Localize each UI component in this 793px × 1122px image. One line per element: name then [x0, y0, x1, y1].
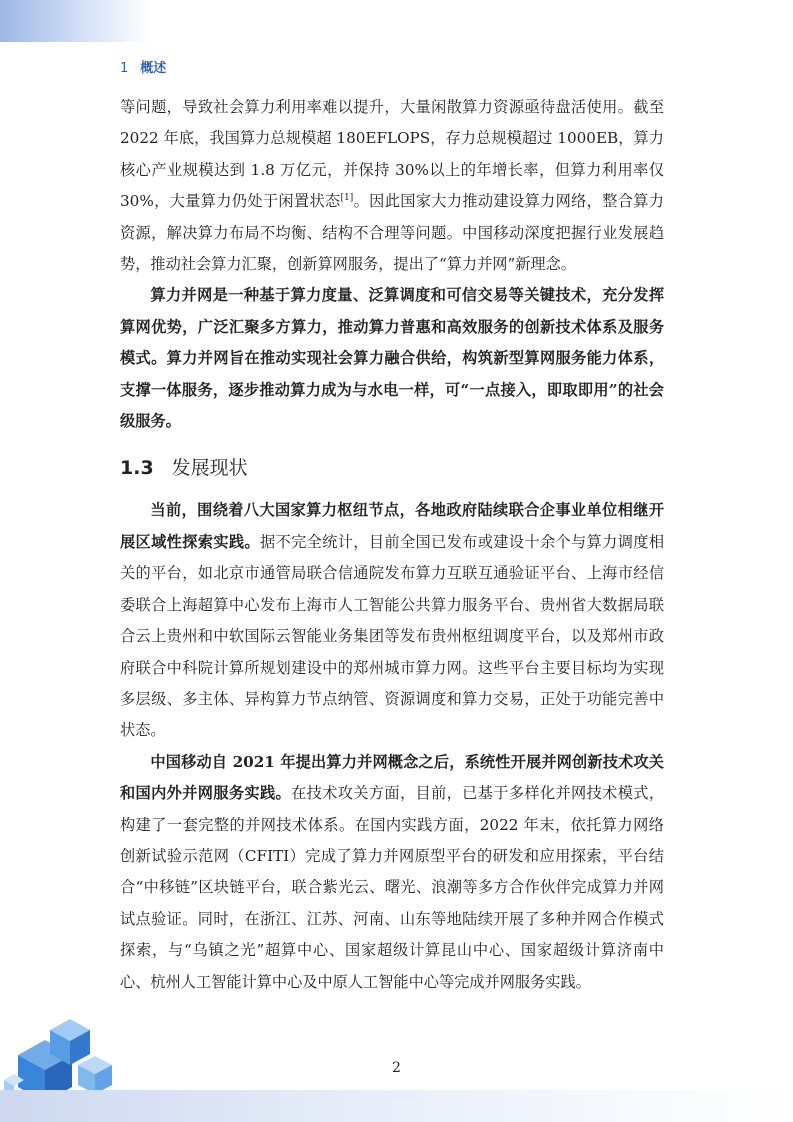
paragraph-3 — [120, 495, 664, 746]
page-number: 2 — [392, 1060, 401, 1076]
paragraph-1-text: 等问题，导致社会算力利用率难以提升，大量闲散算力资源亟待盘活使用。截至 2022 年底，我国算力总规模超 180EFLOPS，存力总规模超过 1000EB，算力核心产业规模达到 1.8 万亿元，并保持 30%以上的年增长率，但算力利用率仅 30%，大量算力仍处于闲置状态 — [120, 98, 664, 211]
running-header — [120, 57, 166, 76]
header-chapter-title: 概述 — [140, 61, 167, 76]
section-heading — [120, 451, 664, 485]
paragraph-4-lead: 中国移动自 2021 年提出算力并网概念之后，系统性开展并网创新技术攻关和国内外并网服务实践。 — [120, 752, 664, 803]
body-text — [120, 92, 664, 998]
paragraph-4 — [120, 747, 664, 998]
reference-marker[interactable]: [1] — [340, 193, 354, 204]
header-chapter-number: 1 — [120, 61, 129, 76]
paragraph-4-text: 在技术攻关方面，目前，已基于多样化并网技术模式，构建了一套完整的并网技术体系。在国内实践方面，2022 年末，依托算力网络创新试验示范网（CFITI）完成了算力并网原型平台的研发和应用探索，平台结合“中移链”区块链平台，联合紫光云、曙光、浪潮等多方合作伙伴完成算力并网试点验证。同时，在浙江、江苏、河南、山东等地陆续开展了多种并网合作模式探索，与“乌镇之光”超算中心、国家超级计算昆山中心、国家超级计算济南中心、杭州人工智能计算中心及中原人工智能中心等完成并网服务实践。 — [120, 784, 665, 991]
section-number: 1.3 — [120, 457, 154, 480]
paragraph-3-lead: 当前，围绕着八大国家算力枢纽节点，各地政府陆续联合企事业单位相继开展区域性探索实践。 — [120, 501, 664, 551]
paragraph-3-text: 据不完全统计，目前全国已发布或建设十余个与算力调度相关的平台，如北京市通管局联合信通院发布算力互联互通验证平台、上海市经信委联合上海超算中心发布上海市人工智能公共算力服务平台、贵州省大数据局联合云上贵州和中软国际云智能业务集团等发布贵州枢纽调度平台，以及郑州市政府联合中科院计算所规划建设中的郑州城市算力网。这些平台主要目标均为实现多层级、多主体、异构算力节点纳管、资源调度和算力交易，正处于功能完善中状态。 — [120, 532, 665, 740]
footer-band-decoration — [0, 1090, 793, 1122]
paragraph-2-definition: 算力并网是一种基于算力度量、泛算调度和可信交易等关键技术，充分发挥算网优势，广泛汇聚多方算力，推动算力普惠和高效服务的创新技术体系及服务模式。算力并网旨在推动实现社会算力融合供给，构筑新型算网服务能力体系，支撑一体服务，逐步推动算力成为与水电一样，可“一点接入，即取即用”的社会级服务。 — [120, 286, 664, 431]
top-left-decoration — [0, 0, 150, 42]
section-title: 发展现状 — [171, 457, 248, 480]
paragraph-1-tail: 。因此国家大力推动建设算力网络，整合算力资源，解决算力布局不均衡、结构不合理等问题。中国移动深度把握行业发展趋势，推动社会算力汇聚，创新算网服务，提出了“算力并网”新理念。 — [120, 192, 664, 274]
paragraph-1 — [120, 92, 664, 280]
